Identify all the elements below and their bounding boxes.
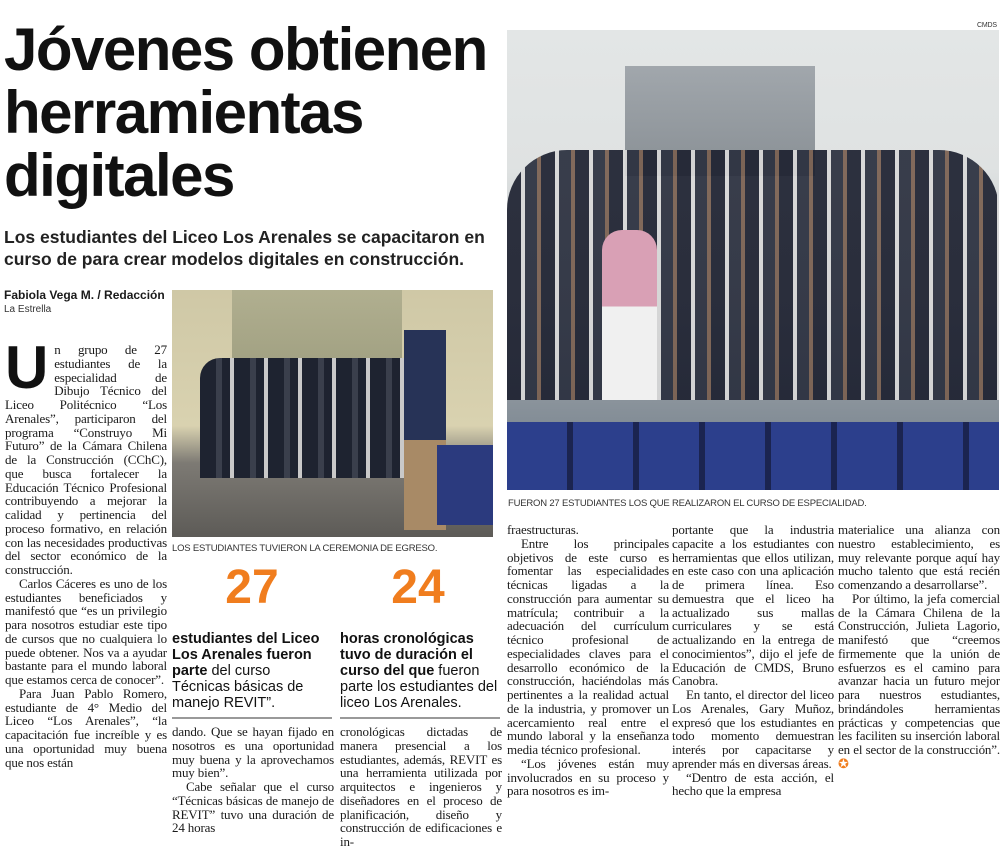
stat-number-students: 27 <box>225 561 279 614</box>
paragraph: Carlos Cáceres es uno de los estudiantes beneficiados y manifestó que “es un privilegio para nosotros estudiar este tipo de cursos que no cualquiera lo puede obtener. Nos va a ayudar bastante para el mundo laboral que estamos cerca de conocer”. <box>5 575 167 687</box>
divider <box>340 717 500 719</box>
column-2 <box>172 725 334 865</box>
paragraph: dando. Que se hayan fijado en nosotros es una oportunidad muy buena y la aprovechamos muy bien”. <box>172 725 334 781</box>
stat-rest: fueron parte los estudiantes del liceo Los Arenales. <box>340 663 498 711</box>
stat-text-students <box>172 631 332 711</box>
large-photo <box>507 30 999 490</box>
column-3 <box>340 725 502 865</box>
paragraph: Entre los principales objetivos de este curso es fomentar las especialidades técnicas ligadas a la construcción para aumentar su matrícula; contribuir a la adecuación del currículum técnico profesional de especialidades claves para el desarrollo económico de la construcción, haciéndolas más pertinentes a la realidad actual de la industria, y promover un acercamiento real entre el mundo laboral y la enseñanza media técnico profesional. <box>507 535 669 757</box>
auditorium-seats <box>507 422 999 490</box>
stat-rest: del curso Técnicas básicas de manejo REVIT”. <box>172 663 304 711</box>
woman-pink-blouse <box>602 230 657 400</box>
paragraph: portante que la industria capacite a los estudiantes con herramientas que ellos utilizan, en este caso con una aplicación de primera línea. Eso demuestra que el liceo ha actualizado sus mallas curriculares y se está actualizando en la entrega de conocimientos”, dijo el jefe de Educación de CMDS, Bruno Canobra. <box>672 523 834 689</box>
paragraph: fraestructuras. <box>507 523 579 537</box>
drop-cap: U <box>5 343 49 401</box>
stat-bold: horas cronológicas tuvo de duración el curso del que <box>340 631 474 679</box>
photo-credit: CMDS <box>977 22 997 29</box>
small-photo-caption: LOS ESTUDIANTES TUVIERON LA CEREMONIA DE EGRESO. <box>172 543 438 554</box>
column-6 <box>838 523 1000 865</box>
students-group <box>200 358 430 478</box>
paragraph: materialice una alianza con nuestro establecimiento, es muy relevante porque aquí hay mucho talento que está recién comenzando a desarrollarse”. <box>838 523 1000 592</box>
column-1 <box>5 343 167 865</box>
byline: Fabiola Vega M. / Redacción <box>4 288 165 302</box>
subheadline: Los estudiantes del Liceo Los Arenales se capacitaron en curso de para crear modelos digitales en construcción. <box>4 227 485 269</box>
students-group <box>507 150 999 400</box>
stat-text-hours <box>340 631 500 711</box>
table <box>437 445 493 525</box>
paragraph: cronológicas dictadas de manera presencial a los estudiantes, además, REVIT es una herramienta utilizada por arquitectos e ingenieros y diseñadores en el proceso de planificación, diseño y construcción de edificaciones e in- <box>340 725 502 849</box>
stat-number-hours: 24 <box>391 561 445 614</box>
paragraph: Un grupo de 27 estudiantes de la especialidad de Dibujo Técnico del Liceo Politécnico “Los Arenales”, participaron del programa “Construyo Mi Futuro” de la Cámara Chilena de la Construcción (CChC), que busca fortalecer la Educación Técnico Profesional contribuyendo a mejorar la calidad y pertinencia del proceso formativo, en relación con las necesidades productivas del sector económico de la construcción. <box>5 343 167 577</box>
source: La Estrella <box>4 304 52 315</box>
divider <box>172 717 332 719</box>
paragraph: En tanto, el director del liceo Los Arenales, Gary Muñoz, expresó que los estudiantes en todo momento demuestran interés por capacitarse y aprender más en diversas áreas. <box>672 687 834 771</box>
stat-bold: estudiantes del Liceo Los Arenales fueron parte <box>172 631 320 679</box>
end-mark-icon: ✪ <box>838 756 849 772</box>
large-photo-caption: FUERON 27 ESTUDIANTES LOS QUE REALIZARON EL CURSO DE ESPECIALIDAD. <box>508 498 867 509</box>
paragraph: Por último, la jefa comercial de la Cámara Chilena de la Construcción, Julieta Lagorio, manifestó que “creemos firmemente que la unión de esfuerzos es el camino para avanzar hacia un futuro mejor para nuestros estudiantes, brindándoles herramientas prácticas y competencias que les faciliten su inserción laboral en el sector de la construcción”. ✪ <box>838 590 1000 772</box>
paragraph: “Dentro de esta acción, el hecho que la empresa <box>672 769 834 799</box>
small-photo <box>172 290 493 537</box>
paragraph: “Los jóvenes están muy involucrados en su proceso y para nosotros es im- <box>507 755 669 799</box>
paragraph: Cabe señalar que el curso “Técnicas básicas de manejo de REVIT” tuvo una duración de 24 horas <box>172 779 334 836</box>
column-5 <box>672 523 834 865</box>
paragraph: Para Juan Pablo Romero, estudiante de 4° Medio del Liceo “Los Arenales”, “la capacitación fue increíble y es una oportunidad muy buena que nos están <box>5 685 167 770</box>
headline: Jóvenes obtienen herramientas digitales <box>4 16 487 209</box>
column-4 <box>507 523 669 865</box>
